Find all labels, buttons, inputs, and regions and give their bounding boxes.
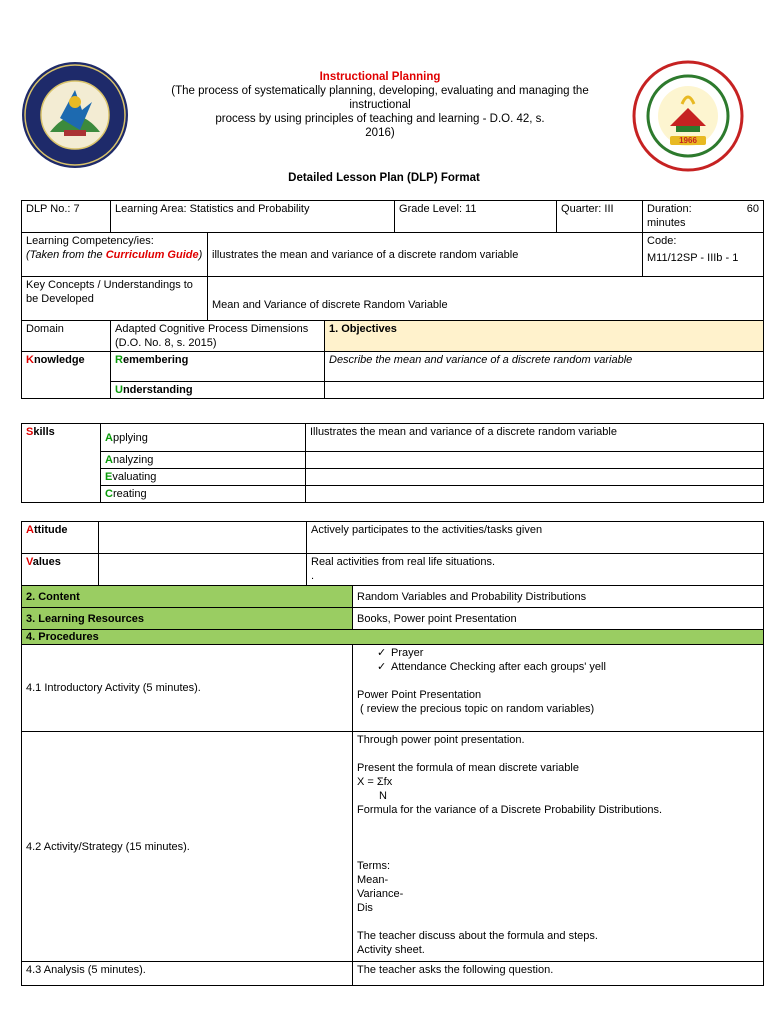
code-cell xyxy=(643,233,764,277)
instructional-planning-title: Instructional Planning xyxy=(319,71,441,83)
creating-label: Creating xyxy=(101,486,306,503)
review-note: ( review the precious topic on random variables) xyxy=(357,703,595,715)
applying-label: Applying xyxy=(101,424,306,452)
dlp-number: DLP No.: 7 xyxy=(22,201,111,233)
analysis-text: The teacher asks the following question. xyxy=(353,962,764,986)
header-line-1: (The process of systematically planning, developing, evaluating and managing the xyxy=(171,85,589,97)
procedures-label: 4. Procedures xyxy=(22,630,764,645)
attitude-content-table xyxy=(21,521,764,986)
content-text: Random Variables and Probability Distributions xyxy=(353,586,764,608)
key-concepts-label: Key Concepts / Understandings to be Developed xyxy=(22,277,208,321)
activity-line: The teacher discuss about the formula and steps. xyxy=(357,930,598,942)
duration-label: Duration: xyxy=(647,203,692,215)
attitude-text: Actively participates to the activities/tasks given xyxy=(307,522,764,554)
header-line-2: instructional xyxy=(349,99,411,111)
key-concepts-text: Mean and Variance of discrete Random Variable xyxy=(208,277,764,321)
activity-line: Through power point presentation. xyxy=(357,734,525,746)
values-dimension xyxy=(99,554,307,586)
mean-formula-numerator: X = Σfx xyxy=(357,776,393,788)
resources-text: Books, Power point Presentation xyxy=(353,608,764,630)
values-label: Values xyxy=(22,554,99,586)
skills-label: Skills xyxy=(22,424,101,503)
ppt-label: Power Point Presentation xyxy=(357,689,482,701)
duration-unit: minutes xyxy=(647,217,686,229)
dlp-format-title: Detailed Lesson Plan (DLP) Format xyxy=(288,172,480,184)
analyzing-label: Analyzing xyxy=(101,452,306,469)
activity-line: Activity sheet. xyxy=(357,944,425,956)
division-seal xyxy=(20,60,130,170)
checklist-item-attendance: ✓ Attendance Checking after each groups' yell xyxy=(377,661,606,673)
header-line-3: process by using principles of teaching and learning - D.O. 42, s. xyxy=(215,113,545,125)
creating-text xyxy=(306,486,764,503)
term-dis: Dis xyxy=(357,902,373,914)
resources-label: 3. Learning Resources xyxy=(22,608,353,630)
competency-label-cell xyxy=(22,233,208,277)
learning-area: Learning Area: Statistics and Probability xyxy=(111,201,395,233)
evaluating-text xyxy=(306,469,764,486)
skills-table xyxy=(21,423,764,503)
remembering-label: Remembering xyxy=(111,352,325,382)
activity-strategy-label: 4.2 Activity/Strategy (15 minutes). xyxy=(22,732,353,962)
domain-label: Domain xyxy=(22,321,111,352)
analysis-label: 4.3 Analysis (5 minutes). xyxy=(22,962,353,986)
instructional-planning-header xyxy=(130,70,630,140)
quarter: Quarter: III xyxy=(557,201,643,233)
competency-note: (Taken from the Curriculum Guide) xyxy=(26,249,203,261)
duration-value: 60 xyxy=(746,203,760,215)
grade-level: Grade Level: 11 xyxy=(395,201,557,233)
duration xyxy=(643,201,764,233)
mean-formula-denominator: N xyxy=(379,790,387,802)
analyzing-text xyxy=(306,452,764,469)
understanding-text xyxy=(325,382,764,399)
term-mean: Mean- xyxy=(357,874,389,886)
remembering-text: Describe the mean and variance of a discrete random variable xyxy=(325,352,764,382)
checklist-item-prayer: ✓ Prayer xyxy=(377,647,424,659)
objectives-label: 1. Objectives xyxy=(325,321,764,352)
activity-strategy-details xyxy=(353,732,764,962)
activity-line: Present the formula of mean discrete variable xyxy=(357,762,579,774)
attitude-dimension xyxy=(99,522,307,554)
checkmark-icon: ✓ xyxy=(377,647,387,659)
attitude-label: Attitude xyxy=(22,522,99,554)
content-label: 2. Content xyxy=(22,586,353,608)
introductory-activity-label: 4.1 Introductory Activity (5 minutes). xyxy=(22,645,353,732)
competency-label: Learning Competency/ies: xyxy=(26,235,154,247)
understanding-label: Understanding xyxy=(111,382,325,399)
values-dot: . xyxy=(311,570,315,582)
header-line-4: 2016) xyxy=(365,127,395,139)
code-value: M11/12SP - IIIb - 1 xyxy=(647,252,739,264)
knowledge-label: Knowledge xyxy=(22,352,111,399)
school-seal xyxy=(632,60,744,172)
adapted-dimensions-label: Adapted Cognitive Process Dimensions (D.O. No. 8, s. 2015) xyxy=(111,321,325,352)
school-seal-icon xyxy=(632,60,744,172)
term-variance: Variance- xyxy=(357,888,404,900)
evaluating-label: Evaluating xyxy=(101,469,306,486)
applying-text: Illustrates the mean and variance of a discrete random variable xyxy=(306,424,764,452)
competency-text: illustrates the mean and variance of a discrete random variable xyxy=(208,233,643,277)
introductory-activity-details xyxy=(353,645,764,732)
school-seal-year: 1966 xyxy=(679,136,697,145)
curriculum-guide-text: Curriculum Guide xyxy=(105,249,199,261)
division-seal-icon xyxy=(20,60,130,170)
terms-label: Terms: xyxy=(357,860,390,872)
values-cell xyxy=(307,554,764,586)
lesson-info-table xyxy=(21,200,764,399)
activity-line: Formula for the variance of a Discrete Probability Distributions. xyxy=(357,804,663,816)
code-label: Code: xyxy=(647,235,677,247)
values-text: Real activities from real life situations. xyxy=(311,556,496,568)
checkmark-icon: ✓ xyxy=(377,661,387,673)
